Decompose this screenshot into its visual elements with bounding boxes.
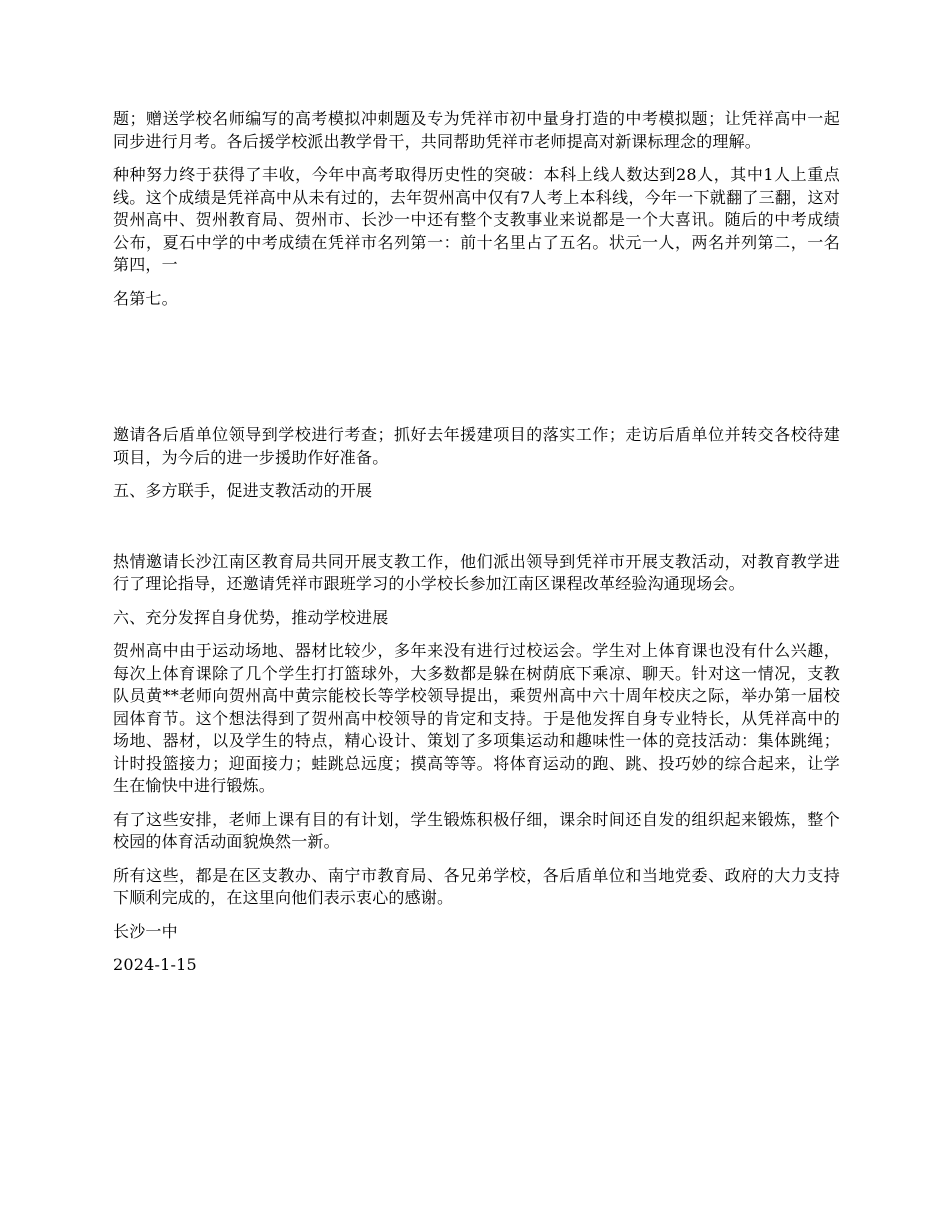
blank-space (113, 321, 840, 424)
blank-space (113, 514, 840, 551)
paragraph-7: 有了这些安排，老师上课有目的有计划，学生锻炼积极仔细，课余时间还自发的组织起来锻炼，整个校园的体育活动面貌焕然一新。 (113, 809, 840, 851)
paragraph-3: 名第七。 (113, 288, 178, 308)
paragraph-4: 邀请各后盾单位领导到学校进行考查；抓好去年援建项目的落实工作；走访后盾单位并转交各校待建项目，为今后的进一步援助作好准备。 (113, 425, 840, 467)
paragraph-5: 热情邀请长沙江南区教育局共同开展支教工作，他们派出领导到凭祥市开展支教活动，对教育教学进行了理论指导，还邀请凭祥市跟班学习的小学校长参加江南区课程改革经验沟通现场会。 (113, 551, 840, 593)
paragraph-2: 种种努力终于获得了丰收，今年中高考取得历史性的突破：本科上线人数达到28人，其中1人上重点线。这个成绩是凭祥高中从未有过的，去年贺州高中仅有7人考上本科线，今年一下就翻了三翻，这对贺州高中、贺州教育局、贺州市、长沙一中还有整个支教事业来说都是一个大喜讯。随后的中考成绩公布，夏石中学的中考成绩在凭祥市名列第一：前十名里占了五名。状元一人，两名并列第二，一名第四，一 (113, 165, 840, 274)
paragraph-6: 贺州高中由于运动场地、器材比较少，多年来没有进行过校运会。学生对上体育课也没有什么兴趣，每次上体育课除了几个学生打打篮球外，大多数都是躲在树荫底下乘凉、聊天。针对这一情况，支教队员黄**老师向贺州高中黄宗能校长等学校领导提出，乘贺州高中六十周年校庆之际，举办第一届校园体育节。这个想法得到了贺州高中校领导的肯定和支持。于是他发挥自身专业特长，从凭祥高中的场地、器材，以及学生的特点，精心设计、策划了多项集运动和趣味性一体的竞技活动：集体跳绳；计时投篮接力；迎面接力；蛙跳总远度；摸高等等。将体育运动的跑、跳、投巧妙的综合起来，让学生在愉快中进行锻炼。 (113, 641, 840, 795)
paragraph-8: 所有这些，都是在区支教办、南宁市教育局、各兄弟学校，各后盾单位和当地党委、政府的大力支持下顺利完成的，在这里向他们表示衷心的感谢。 (113, 865, 840, 907)
document-page (113, 108, 840, 988)
paragraph-1: 题；赠送学校名师编写的高考模拟冲刺题及专为凭祥市初中量身打造的中考模拟题；让凭祥高中一起同步进行月考。各后援学校派出教学骨干，共同帮助凭祥市老师提高对新课标理念的理解。 (113, 109, 840, 151)
signature: 长沙一中 (113, 921, 178, 941)
section-heading-5: 五、多方联手，促进支教活动的开展 (113, 481, 373, 500)
section-heading-6: 六、充分发挥自身优势，推动学校进展 (113, 607, 389, 627)
document-date: 2024-1-15 (113, 955, 197, 974)
